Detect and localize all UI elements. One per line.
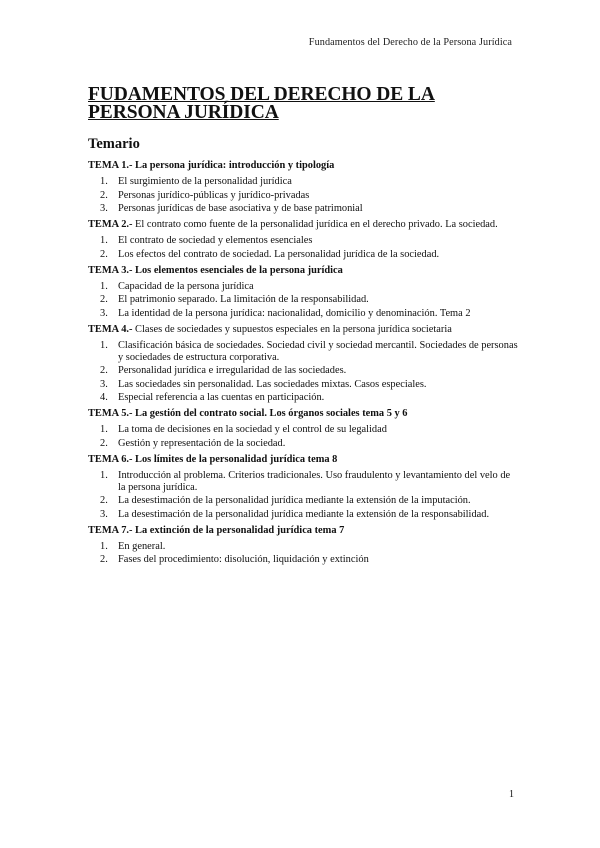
tema-label: TEMA 2.- [88,219,133,230]
tema-block [88,324,518,405]
list-item-text: Capacidad de la persona jurídica [118,280,254,292]
list-item-number: 2. [100,365,108,376]
list-item [88,308,518,320]
list-item [88,470,518,494]
tema-title: El contrato como fuente de la personalidad jurídica en el derecho privado. La sociedad. [132,219,498,230]
tema-label: TEMA 4.- [88,323,133,335]
list-item [88,365,518,377]
list-item-text: Fases del procedimiento: disolución, liquidación y extinción [118,554,369,565]
list-item [88,340,518,364]
list-item [88,509,518,521]
list-item-text: Personalidad jurídica e irregularidad de las sociedades. [118,365,347,376]
list-item-number: 4. [100,392,108,403]
list-item-number: 1. [100,280,108,292]
tema-item-list [88,340,518,405]
list-item [88,541,518,553]
list-item-text: Gestión y representación de la sociedad. [118,437,286,449]
tema-label: TEMA 3.- [88,264,133,276]
list-item [88,392,518,404]
tema-item-list [88,235,518,261]
list-item-text: Los efectos del contrato de sociedad. La personalidad jurídica de la sociedad. [118,248,440,260]
list-item [88,281,518,293]
list-item-number: 2. [100,248,108,260]
list-item-number: 1. [100,469,108,481]
tema-heading [88,324,518,336]
tema-block [88,160,518,215]
list-item [88,424,518,436]
list-item-number: 1. [100,540,108,552]
syllabus [88,160,518,570]
list-item-text: El surgimiento de la personalidad jurídica [118,176,292,187]
list-item-number: 1. [100,424,108,435]
tema-title: La persona jurídica: introducción y tipología [132,160,335,171]
running-header: Fundamentos del Derecho de la Persona Jurídica [308,37,512,48]
list-item-number: 3. [100,508,108,520]
list-item-number: 1. [100,235,108,246]
tema-block [88,265,518,320]
list-item-text: Clasificación básica de sociedades. Sociedad civil y sociedad mercantil. Sociedades de personas y sociedades de estructura corporativa. [118,339,518,363]
list-item-number: 2. [100,294,108,305]
tema-block [88,408,518,450]
list-item [88,249,518,261]
list-item-number: 1. [100,339,108,351]
page-number: 1 [509,789,514,800]
list-item-text: Especial referencia a las cuentas en participación. [118,392,325,403]
tema-title: La gestión del contrato social. Los órganos sociales tema 5 y 6 [132,408,408,419]
list-item-number: 2. [100,189,108,201]
list-item-number: 1. [100,176,108,187]
tema-item-list [88,470,518,521]
list-item [88,495,518,507]
tema-heading [88,454,518,466]
list-item-number: 2. [100,554,108,565]
tema-title: Clases de sociedades y supuestos especiales en la persona jurídica societaria [132,323,452,335]
tema-title: Los límites de la personalidad jurídica tema 8 [132,453,338,465]
tema-item-list [88,424,518,450]
list-item-text: Las sociedades sin personalidad. Las sociedades mixtas. Casos especiales. [118,378,427,390]
list-item [88,438,518,450]
tema-label: TEMA 7.- [88,524,133,536]
list-item-text: El contrato de sociedad y elementos esenciales [118,235,313,246]
list-item [88,176,518,188]
tema-heading [88,160,518,172]
tema-heading [88,525,518,537]
list-item-number: 2. [100,437,108,449]
tema-heading [88,408,518,420]
list-item [88,554,518,566]
tema-label: TEMA 6.- [88,453,133,465]
tema-heading [88,265,518,277]
section-heading: Temario [88,136,140,152]
tema-title: La extinción de la personalidad jurídica tema 7 [132,524,345,536]
list-item-text: La desestimación de la personalidad jurídica mediante la extensión de la imputación. [118,495,471,506]
list-item-text: Personas jurídico-públicas y jurídico-privadas [118,189,310,201]
list-item-number: 3. [100,378,108,390]
list-item-text: Personas jurídicas de base asociativa y de base patrimonial [118,203,363,214]
tema-item-list [88,176,518,215]
list-item [88,190,518,202]
tema-block [88,454,518,521]
tema-block [88,219,518,261]
list-item-text: La identidad de la persona jurídica: nacionalidad, domicilio y denominación. Tema 2 [118,307,471,319]
document-title: FUDAMENTOS DEL DERECHO DE LA PERSONA JURÍDICA [88,84,435,123]
list-item [88,235,518,247]
tema-title: Los elementos esenciales de la persona jurídica [132,264,343,276]
list-item [88,203,518,215]
list-item-number: 3. [100,203,108,214]
list-item-number: 3. [100,307,108,319]
tema-label: TEMA 5.- [88,408,133,419]
tema-item-list [88,541,518,567]
list-item-text: En general. [118,540,166,552]
tema-item-list [88,281,518,320]
list-item-text: La desestimación de la personalidad jurídica mediante la extensión de la responsabilidad. [118,508,490,520]
list-item [88,379,518,391]
list-item-text: Introducción al problema. Criterios tradicionales. Uso fraudulento y levantamiento del velo de la persona jurídica. [118,469,511,493]
list-item-text: El patrimonio separado. La limitación de la responsabilidad. [118,294,369,305]
list-item [88,294,518,306]
list-item-text: La toma de decisiones en la sociedad y el control de su legalidad [118,424,387,435]
list-item-number: 2. [100,495,108,506]
tema-block [88,525,518,567]
tema-heading [88,219,518,231]
tema-label: TEMA 1.- [88,160,133,171]
